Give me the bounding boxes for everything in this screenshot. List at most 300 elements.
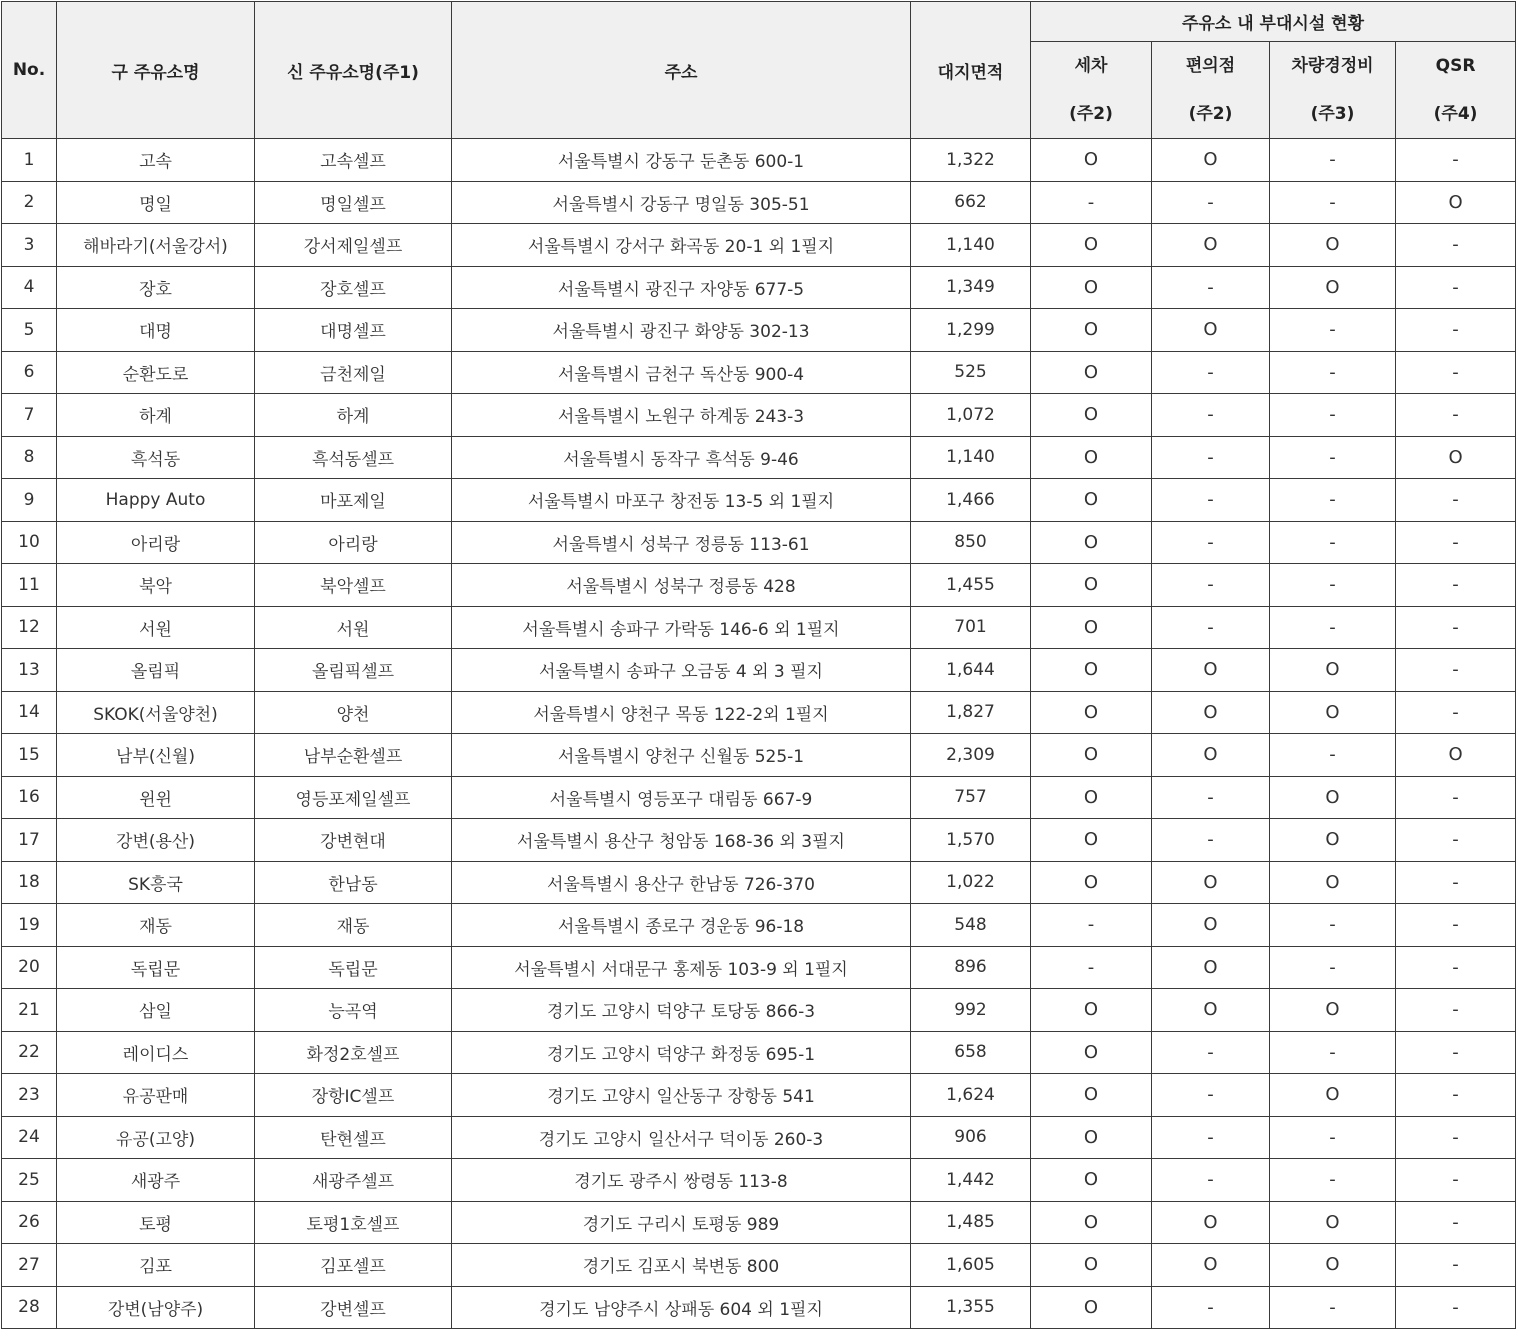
cell-light-maintenance: - xyxy=(1270,521,1396,564)
cell-car-wash: O xyxy=(1031,394,1152,437)
cell-convenience-store: - xyxy=(1152,1116,1270,1159)
cell-qsr: - xyxy=(1396,224,1516,267)
cell-address: 서울특별시 종로구 경운동 96-18 xyxy=(452,904,911,947)
header-light-maintenance xyxy=(1270,42,1396,139)
table-row xyxy=(2,479,1516,522)
cell-area: 2,309 xyxy=(911,734,1031,777)
cell-car-wash: O xyxy=(1031,1031,1152,1074)
cell-address: 서울특별시 송파구 오금동 4 외 3 필지 xyxy=(452,649,911,692)
cell-light-maintenance: - xyxy=(1270,309,1396,352)
cell-qsr: - xyxy=(1396,1074,1516,1117)
cell-convenience-store: - xyxy=(1152,394,1270,437)
cell-car-wash: O xyxy=(1031,521,1152,564)
cell-no: 10 xyxy=(2,521,57,564)
cell-light-maintenance: O xyxy=(1270,989,1396,1032)
cell-area: 1,605 xyxy=(911,1244,1031,1287)
cell-area: 1,485 xyxy=(911,1201,1031,1244)
cell-new-name: 고속셀프 xyxy=(255,139,452,182)
cell-area: 906 xyxy=(911,1116,1031,1159)
cell-address: 경기도 고양시 일산동구 장항동 541 xyxy=(452,1074,911,1117)
cell-convenience-store: - xyxy=(1152,776,1270,819)
table-row xyxy=(2,139,1516,182)
cell-convenience-store: O xyxy=(1152,139,1270,182)
cell-new-name: 장호셀프 xyxy=(255,266,452,309)
cell-no: 19 xyxy=(2,904,57,947)
cell-new-name: 강변현대 xyxy=(255,819,452,862)
cell-area: 1,140 xyxy=(911,436,1031,479)
cell-address: 서울특별시 마포구 창전동 13-5 외 1필지 xyxy=(452,479,911,522)
cell-area: 548 xyxy=(911,904,1031,947)
cell-convenience-store: - xyxy=(1152,351,1270,394)
cell-area: 525 xyxy=(911,351,1031,394)
cell-no: 21 xyxy=(2,989,57,1032)
cell-no: 7 xyxy=(2,394,57,437)
cell-no: 27 xyxy=(2,1244,57,1287)
cell-qsr: - xyxy=(1396,649,1516,692)
table-row xyxy=(2,351,1516,394)
table-row xyxy=(2,819,1516,862)
cell-address: 경기도 고양시 덕양구 화정동 695-1 xyxy=(452,1031,911,1074)
cell-convenience-store: - xyxy=(1152,1159,1270,1202)
cell-old-name: 흑석동 xyxy=(57,436,255,479)
table-row xyxy=(2,1201,1516,1244)
cell-no: 22 xyxy=(2,1031,57,1074)
cell-old-name: 고속 xyxy=(57,139,255,182)
cell-light-maintenance: - xyxy=(1270,606,1396,649)
table-row xyxy=(2,946,1516,989)
cell-address: 서울특별시 성북구 정릉동 113-61 xyxy=(452,521,911,564)
cell-area: 1,827 xyxy=(911,691,1031,734)
cell-address: 서울특별시 성북구 정릉동 428 xyxy=(452,564,911,607)
table-row xyxy=(2,181,1516,224)
header-light-maintenance-label: 차량경정비 xyxy=(1291,56,1374,76)
cell-no: 25 xyxy=(2,1159,57,1202)
cell-address: 서울특별시 영등포구 대림동 667-9 xyxy=(452,776,911,819)
header-new-name: 신 주유소명(주1) xyxy=(255,2,452,139)
cell-old-name: 대명 xyxy=(57,309,255,352)
cell-qsr: - xyxy=(1396,691,1516,734)
cell-no: 8 xyxy=(2,436,57,479)
table-row xyxy=(2,564,1516,607)
cell-car-wash: O xyxy=(1031,309,1152,352)
header-car-wash-note: (주2) xyxy=(1069,104,1113,124)
cell-no: 9 xyxy=(2,479,57,522)
table-row xyxy=(2,776,1516,819)
cell-address: 서울특별시 노원구 하계동 243-3 xyxy=(452,394,911,437)
cell-area: 1,322 xyxy=(911,139,1031,182)
cell-address: 경기도 고양시 일산서구 덕이동 260-3 xyxy=(452,1116,911,1159)
cell-new-name: 양천 xyxy=(255,691,452,734)
cell-qsr: - xyxy=(1396,351,1516,394)
cell-address: 경기도 고양시 덕양구 토당동 866-3 xyxy=(452,989,911,1032)
cell-qsr: - xyxy=(1396,266,1516,309)
header-convenience-store-note: (주2) xyxy=(1188,104,1233,124)
cell-qsr: - xyxy=(1396,139,1516,182)
header-qsr xyxy=(1396,42,1516,139)
cell-car-wash: O xyxy=(1031,776,1152,819)
table-row xyxy=(2,1116,1516,1159)
cell-car-wash: O xyxy=(1031,649,1152,692)
header-car-wash-label: 세차 xyxy=(1074,56,1108,76)
cell-light-maintenance: O xyxy=(1270,861,1396,904)
header-qsr-note: (주4) xyxy=(1433,104,1478,124)
cell-old-name: 서원 xyxy=(57,606,255,649)
cell-qsr: O xyxy=(1396,181,1516,224)
cell-convenience-store: O xyxy=(1152,734,1270,777)
header-area: 대지면적 xyxy=(911,2,1031,139)
cell-qsr: - xyxy=(1396,776,1516,819)
cell-address: 서울특별시 강동구 둔촌동 600-1 xyxy=(452,139,911,182)
table-row xyxy=(2,649,1516,692)
cell-qsr: - xyxy=(1396,861,1516,904)
cell-new-name: 남부순환셀프 xyxy=(255,734,452,777)
cell-light-maintenance: - xyxy=(1270,1031,1396,1074)
cell-light-maintenance: O xyxy=(1270,1074,1396,1117)
cell-no: 18 xyxy=(2,861,57,904)
cell-new-name: 독립문 xyxy=(255,946,452,989)
cell-light-maintenance: - xyxy=(1270,734,1396,777)
cell-car-wash: O xyxy=(1031,266,1152,309)
cell-light-maintenance: O xyxy=(1270,776,1396,819)
cell-old-name: 순환도로 xyxy=(57,351,255,394)
cell-qsr: - xyxy=(1396,989,1516,1032)
cell-area: 1,299 xyxy=(911,309,1031,352)
cell-car-wash: O xyxy=(1031,564,1152,607)
cell-convenience-store: O xyxy=(1152,691,1270,734)
table-row xyxy=(2,861,1516,904)
cell-light-maintenance: - xyxy=(1270,436,1396,479)
cell-light-maintenance: - xyxy=(1270,564,1396,607)
cell-new-name: 토평1호셀프 xyxy=(255,1201,452,1244)
table-row xyxy=(2,436,1516,479)
cell-old-name: 새광주 xyxy=(57,1159,255,1202)
cell-light-maintenance: - xyxy=(1270,904,1396,947)
cell-new-name: 올림픽셀프 xyxy=(255,649,452,692)
cell-old-name: 남부(신월) xyxy=(57,734,255,777)
cell-new-name: 영등포제일셀프 xyxy=(255,776,452,819)
header-convenience-store xyxy=(1152,42,1270,139)
cell-new-name: 서원 xyxy=(255,606,452,649)
cell-old-name: 올림픽 xyxy=(57,649,255,692)
cell-qsr: - xyxy=(1396,564,1516,607)
cell-convenience-store: O xyxy=(1152,989,1270,1032)
cell-address: 서울특별시 송파구 가락동 146-6 외 1필지 xyxy=(452,606,911,649)
table-row xyxy=(2,904,1516,947)
cell-no: 24 xyxy=(2,1116,57,1159)
cell-no: 12 xyxy=(2,606,57,649)
cell-convenience-store: - xyxy=(1152,564,1270,607)
cell-car-wash: - xyxy=(1031,904,1152,947)
cell-qsr: - xyxy=(1396,904,1516,947)
cell-qsr: - xyxy=(1396,819,1516,862)
cell-car-wash: - xyxy=(1031,181,1152,224)
cell-area: 662 xyxy=(911,181,1031,224)
cell-car-wash: O xyxy=(1031,1244,1152,1287)
cell-old-name: 아리랑 xyxy=(57,521,255,564)
cell-new-name: 아리랑 xyxy=(255,521,452,564)
cell-new-name: 김포셀프 xyxy=(255,1244,452,1287)
cell-car-wash: O xyxy=(1031,691,1152,734)
cell-light-maintenance: O xyxy=(1270,649,1396,692)
cell-car-wash: O xyxy=(1031,1201,1152,1244)
cell-no: 5 xyxy=(2,309,57,352)
cell-new-name: 흑석동셀프 xyxy=(255,436,452,479)
cell-address: 서울특별시 강동구 명일동 305-51 xyxy=(452,181,911,224)
cell-old-name: 북악 xyxy=(57,564,255,607)
cell-convenience-store: - xyxy=(1152,436,1270,479)
cell-old-name: 독립문 xyxy=(57,946,255,989)
header-convenience-store-label: 편의점 xyxy=(1185,56,1236,76)
header-facilities-group: 주유소 내 부대시설 현황 xyxy=(1031,2,1516,42)
cell-no: 6 xyxy=(2,351,57,394)
cell-car-wash: O xyxy=(1031,139,1152,182)
table-row xyxy=(2,606,1516,649)
cell-new-name: 장항IC셀프 xyxy=(255,1074,452,1117)
cell-old-name: 강변(남양주) xyxy=(57,1286,255,1329)
cell-address: 서울특별시 용산구 청암동 168-36 외 3필지 xyxy=(452,819,911,862)
cell-convenience-store: O xyxy=(1152,861,1270,904)
cell-no: 16 xyxy=(2,776,57,819)
cell-area: 1,072 xyxy=(911,394,1031,437)
cell-car-wash: O xyxy=(1031,1074,1152,1117)
cell-convenience-store: - xyxy=(1152,819,1270,862)
cell-no: 4 xyxy=(2,266,57,309)
cell-qsr: - xyxy=(1396,1244,1516,1287)
cell-new-name: 하계 xyxy=(255,394,452,437)
cell-qsr: O xyxy=(1396,436,1516,479)
cell-light-maintenance: O xyxy=(1270,224,1396,267)
cell-convenience-store: - xyxy=(1152,479,1270,522)
cell-light-maintenance: - xyxy=(1270,351,1396,394)
cell-new-name: 강변셀프 xyxy=(255,1286,452,1329)
cell-address: 서울특별시 용산구 한남동 726-370 xyxy=(452,861,911,904)
cell-new-name: 탄현셀프 xyxy=(255,1116,452,1159)
cell-light-maintenance: - xyxy=(1270,479,1396,522)
header-car-wash xyxy=(1031,42,1152,139)
cell-area: 1,570 xyxy=(911,819,1031,862)
cell-area: 1,355 xyxy=(911,1286,1031,1329)
cell-area: 1,022 xyxy=(911,861,1031,904)
cell-light-maintenance: - xyxy=(1270,1159,1396,1202)
cell-area: 1,442 xyxy=(911,1159,1031,1202)
header-light-maintenance-note: (주3) xyxy=(1310,104,1355,124)
cell-no: 20 xyxy=(2,946,57,989)
cell-old-name: 윈윈 xyxy=(57,776,255,819)
cell-car-wash: O xyxy=(1031,606,1152,649)
table-row xyxy=(2,1031,1516,1074)
cell-qsr: - xyxy=(1396,606,1516,649)
table-row xyxy=(2,1244,1516,1287)
cell-area: 658 xyxy=(911,1031,1031,1074)
cell-qsr: - xyxy=(1396,946,1516,989)
cell-old-name: Happy Auto xyxy=(57,479,255,522)
cell-light-maintenance: - xyxy=(1270,394,1396,437)
cell-address: 경기도 구리시 토평동 989 xyxy=(452,1201,911,1244)
cell-old-name: 유공(고양) xyxy=(57,1116,255,1159)
cell-area: 850 xyxy=(911,521,1031,564)
table-row xyxy=(2,989,1516,1032)
cell-qsr: - xyxy=(1396,1286,1516,1329)
cell-area: 757 xyxy=(911,776,1031,819)
table-body xyxy=(2,139,1516,1329)
cell-qsr: - xyxy=(1396,1116,1516,1159)
cell-old-name: 해바라기(서울강서) xyxy=(57,224,255,267)
cell-car-wash: O xyxy=(1031,1286,1152,1329)
cell-light-maintenance: - xyxy=(1270,1116,1396,1159)
cell-no: 28 xyxy=(2,1286,57,1329)
cell-no: 3 xyxy=(2,224,57,267)
cell-qsr: - xyxy=(1396,521,1516,564)
cell-qsr: - xyxy=(1396,1031,1516,1074)
cell-new-name: 북악셀프 xyxy=(255,564,452,607)
cell-area: 896 xyxy=(911,946,1031,989)
cell-car-wash: - xyxy=(1031,946,1152,989)
table-row xyxy=(2,521,1516,564)
cell-area: 701 xyxy=(911,606,1031,649)
cell-new-name: 마포제일 xyxy=(255,479,452,522)
table-row xyxy=(2,309,1516,352)
cell-no: 26 xyxy=(2,1201,57,1244)
cell-light-maintenance: - xyxy=(1270,181,1396,224)
cell-light-maintenance: O xyxy=(1270,819,1396,862)
cell-convenience-store: O xyxy=(1152,1201,1270,1244)
cell-no: 2 xyxy=(2,181,57,224)
cell-old-name: SKOK(서울양천) xyxy=(57,691,255,734)
cell-address: 서울특별시 동작구 흑석동 9-46 xyxy=(452,436,911,479)
cell-convenience-store: O xyxy=(1152,649,1270,692)
table-row xyxy=(2,1286,1516,1329)
cell-convenience-store: - xyxy=(1152,1286,1270,1329)
table-row xyxy=(2,224,1516,267)
cell-area: 1,644 xyxy=(911,649,1031,692)
cell-old-name: 김포 xyxy=(57,1244,255,1287)
cell-old-name: 명일 xyxy=(57,181,255,224)
cell-qsr: - xyxy=(1396,479,1516,522)
cell-convenience-store: O xyxy=(1152,309,1270,352)
cell-old-name: SK흥국 xyxy=(57,861,255,904)
cell-convenience-store: - xyxy=(1152,181,1270,224)
cell-address: 서울특별시 강서구 화곡동 20-1 외 1필지 xyxy=(452,224,911,267)
cell-no: 1 xyxy=(2,139,57,182)
cell-qsr: - xyxy=(1396,394,1516,437)
cell-area: 1,624 xyxy=(911,1074,1031,1117)
cell-old-name: 레이디스 xyxy=(57,1031,255,1074)
table-row xyxy=(2,394,1516,437)
cell-address: 경기도 광주시 쌍령동 113-8 xyxy=(452,1159,911,1202)
cell-address: 서울특별시 금천구 독산동 900-4 xyxy=(452,351,911,394)
table-header xyxy=(2,2,1516,139)
cell-car-wash: O xyxy=(1031,989,1152,1032)
cell-convenience-store: - xyxy=(1152,1074,1270,1117)
cell-address: 경기도 김포시 북변동 800 xyxy=(452,1244,911,1287)
table-row xyxy=(2,1074,1516,1117)
cell-no: 11 xyxy=(2,564,57,607)
cell-new-name: 재동 xyxy=(255,904,452,947)
cell-light-maintenance: O xyxy=(1270,266,1396,309)
cell-light-maintenance: O xyxy=(1270,691,1396,734)
header-old-name: 구 주유소명 xyxy=(57,2,255,139)
table-row xyxy=(2,266,1516,309)
cell-light-maintenance: - xyxy=(1270,1286,1396,1329)
cell-area: 992 xyxy=(911,989,1031,1032)
cell-light-maintenance: - xyxy=(1270,946,1396,989)
cell-new-name: 명일셀프 xyxy=(255,181,452,224)
cell-light-maintenance: O xyxy=(1270,1244,1396,1287)
cell-car-wash: O xyxy=(1031,1159,1152,1202)
cell-convenience-store: - xyxy=(1152,521,1270,564)
cell-qsr: - xyxy=(1396,1159,1516,1202)
cell-car-wash: O xyxy=(1031,1116,1152,1159)
cell-convenience-store: - xyxy=(1152,1031,1270,1074)
header-no: No. xyxy=(2,2,57,139)
cell-qsr: - xyxy=(1396,309,1516,352)
cell-area: 1,349 xyxy=(911,266,1031,309)
cell-old-name: 토평 xyxy=(57,1201,255,1244)
cell-convenience-store: O xyxy=(1152,224,1270,267)
cell-old-name: 하계 xyxy=(57,394,255,437)
cell-qsr: - xyxy=(1396,1201,1516,1244)
cell-light-maintenance: O xyxy=(1270,1201,1396,1244)
header-address: 주소 xyxy=(452,2,911,139)
cell-convenience-store: O xyxy=(1152,1244,1270,1287)
cell-address: 서울특별시 서대문구 홍제동 103-9 외 1필지 xyxy=(452,946,911,989)
cell-new-name: 강서제일셀프 xyxy=(255,224,452,267)
cell-area: 1,466 xyxy=(911,479,1031,522)
cell-no: 14 xyxy=(2,691,57,734)
cell-address: 서울특별시 양천구 목동 122-2외 1필지 xyxy=(452,691,911,734)
cell-address: 서울특별시 광진구 화양동 302-13 xyxy=(452,309,911,352)
cell-no: 23 xyxy=(2,1074,57,1117)
cell-no: 15 xyxy=(2,734,57,777)
cell-area: 1,140 xyxy=(911,224,1031,267)
cell-qsr: O xyxy=(1396,734,1516,777)
cell-new-name: 대명셀프 xyxy=(255,309,452,352)
cell-old-name: 유공판매 xyxy=(57,1074,255,1117)
table-row xyxy=(2,734,1516,777)
cell-car-wash: O xyxy=(1031,351,1152,394)
cell-car-wash: O xyxy=(1031,734,1152,777)
table-row xyxy=(2,691,1516,734)
cell-no: 17 xyxy=(2,819,57,862)
cell-old-name: 강변(용산) xyxy=(57,819,255,862)
cell-old-name: 장호 xyxy=(57,266,255,309)
cell-address: 경기도 남양주시 상패동 604 외 1필지 xyxy=(452,1286,911,1329)
cell-address: 서울특별시 광진구 자양동 677-5 xyxy=(452,266,911,309)
cell-car-wash: O xyxy=(1031,479,1152,522)
cell-area: 1,455 xyxy=(911,564,1031,607)
cell-old-name: 재동 xyxy=(57,904,255,947)
cell-car-wash: O xyxy=(1031,436,1152,479)
header-qsr-label: QSR xyxy=(1435,56,1476,76)
cell-old-name: 삼일 xyxy=(57,989,255,1032)
cell-new-name: 한남동 xyxy=(255,861,452,904)
cell-car-wash: O xyxy=(1031,224,1152,267)
cell-new-name: 금천제일 xyxy=(255,351,452,394)
cell-no: 13 xyxy=(2,649,57,692)
cell-convenience-store: - xyxy=(1152,606,1270,649)
cell-new-name: 화정2호셀프 xyxy=(255,1031,452,1074)
cell-address: 서울특별시 양천구 신월동 525-1 xyxy=(452,734,911,777)
cell-car-wash: O xyxy=(1031,819,1152,862)
gas-station-table xyxy=(1,1,1516,1329)
cell-new-name: 능곡역 xyxy=(255,989,452,1032)
cell-light-maintenance: - xyxy=(1270,139,1396,182)
cell-convenience-store: O xyxy=(1152,946,1270,989)
cell-convenience-store: O xyxy=(1152,904,1270,947)
table-row xyxy=(2,1159,1516,1202)
cell-new-name: 새광주셀프 xyxy=(255,1159,452,1202)
cell-convenience-store: - xyxy=(1152,266,1270,309)
